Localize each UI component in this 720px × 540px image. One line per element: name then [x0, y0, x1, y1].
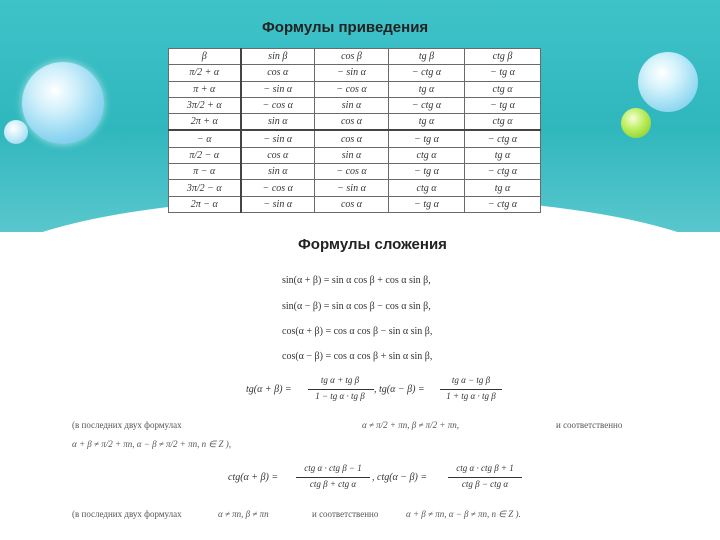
- note-tangent-respectively: и соответственно: [556, 420, 623, 430]
- ctg-sum-denominator: ctg β + ctg α: [309, 479, 357, 489]
- tg-sum-lhs: tg(α + β) =: [246, 384, 292, 395]
- reduction-value-cell: − cos α: [241, 97, 315, 113]
- cos-diff-formula: cos(α − β) = cos α cos β + sin α sin β,: [282, 351, 433, 362]
- reduction-value-cell: − tg α: [389, 130, 465, 147]
- reduction-value-cell: − cos α: [241, 180, 315, 196]
- tg-sum-numerator: tg α + tg β: [320, 375, 360, 385]
- note-cotangent-conditions: α ≠ πn, β ≠ πn: [218, 509, 269, 519]
- reduction-value-cell: sin α: [315, 97, 389, 113]
- reduction-table-row: [169, 130, 541, 147]
- reduction-value-cell: − tg α: [465, 97, 541, 113]
- reduction-value-cell: tg α: [389, 114, 465, 131]
- cos-sum-formula: cos(α + β) = cos α cos β − sin α sin β,: [282, 326, 433, 337]
- reduction-table-row: [169, 65, 541, 81]
- reduction-value-cell: cos β: [315, 49, 389, 65]
- reduction-value-cell: − ctg α: [465, 130, 541, 147]
- ctg-diff-fraction-line: [448, 477, 522, 478]
- tg-diff-denominator: 1 + tg α · tg β: [446, 391, 496, 401]
- reduction-value-cell: tg α: [389, 81, 465, 97]
- ctg-diff-denominator: ctg β − ctg α: [461, 479, 509, 489]
- reduction-table-row: [169, 97, 541, 113]
- reduction-argument-cell: 3π/2 − α: [169, 180, 241, 196]
- note-tangent-conditions-intro: (в последних двух формулах: [72, 420, 182, 430]
- note-tangent-conditions-2: α + β ≠ π/2 + πn, α − β ≠ π/2 + πn, n ∈ Z ),: [72, 439, 231, 449]
- tg-diff-numerator: tg α − tg β: [451, 375, 491, 385]
- reduction-value-cell: − sin α: [315, 65, 389, 81]
- reduction-value-cell: − sin α: [241, 196, 315, 212]
- reduction-value-cell: tg β: [389, 49, 465, 65]
- reduction-value-cell: − cos α: [315, 81, 389, 97]
- reduction-argument-cell: π/2 − α: [169, 147, 241, 163]
- note-cotangent-conditions-intro: (в последних двух формулах: [72, 509, 182, 519]
- sin-diff-formula: sin(α − β) = sin α cos β − cos α sin β,: [282, 301, 431, 312]
- small-bubble-decoration: [4, 120, 28, 144]
- reduction-value-cell: cos α: [241, 147, 315, 163]
- reduction-value-cell: cos α: [241, 65, 315, 81]
- reduction-value-cell: cos α: [315, 130, 389, 147]
- reduction-argument-cell: π − α: [169, 164, 241, 180]
- reduction-table-row: [169, 196, 541, 212]
- reduction-formulas-title: Формулы приведения: [262, 19, 429, 36]
- reduction-value-cell: − sin α: [241, 81, 315, 97]
- reduction-value-cell: − tg α: [389, 164, 465, 180]
- reduction-table-row: [169, 49, 541, 65]
- note-cotangent-respectively: и соответственно: [312, 509, 379, 519]
- reduction-value-cell: tg α: [465, 147, 541, 163]
- reduction-value-cell: cos α: [315, 114, 389, 131]
- reduction-table-row: [169, 81, 541, 97]
- reduction-value-cell: − tg α: [465, 65, 541, 81]
- reduction-value-cell: − ctg α: [389, 65, 465, 81]
- reduction-value-cell: cos α: [315, 196, 389, 212]
- reduction-argument-cell: 3π/2 + α: [169, 97, 241, 113]
- reduction-value-cell: sin β: [241, 49, 315, 65]
- reduction-value-cell: ctg α: [465, 114, 541, 131]
- green-bubble-decoration: [621, 108, 651, 138]
- reduction-argument-cell: 2π + α: [169, 114, 241, 131]
- reduction-table-row: [169, 180, 541, 196]
- reduction-argument-cell: 2π − α: [169, 196, 241, 212]
- ctg-sum-numerator: ctg α · ctg β − 1: [304, 463, 362, 473]
- blue-bubble-decoration: [22, 62, 104, 144]
- reduction-value-cell: ctg α: [465, 81, 541, 97]
- reduction-value-cell: − cos α: [315, 164, 389, 180]
- sin-sum-formula: sin(α + β) = sin α cos β + cos α sin β,: [282, 275, 431, 286]
- reduction-value-cell: − sin α: [241, 130, 315, 147]
- tg-sum-fraction-line: [308, 389, 374, 390]
- addition-formulas-title: Формулы сложения: [298, 236, 447, 253]
- tg-sum-denominator: 1 − tg α · tg β: [315, 391, 365, 401]
- reduction-value-cell: − ctg α: [465, 164, 541, 180]
- tg-diff-fraction-line: [440, 389, 502, 390]
- reduction-argument-cell: π/2 + α: [169, 65, 241, 81]
- reduction-value-cell: ctg α: [389, 147, 465, 163]
- reduction-value-cell: sin α: [241, 164, 315, 180]
- reduction-value-cell: tg α: [465, 180, 541, 196]
- reduction-value-cell: − sin α: [315, 180, 389, 196]
- tg-diff-lhs: , tg(α − β) =: [374, 384, 425, 395]
- ctg-diff-numerator: ctg α · ctg β + 1: [456, 463, 514, 473]
- reduction-value-cell: ctg β: [465, 49, 541, 65]
- reduction-value-cell: − ctg α: [389, 97, 465, 113]
- reduction-argument-cell: π + α: [169, 81, 241, 97]
- reduction-argument-cell: − α: [169, 130, 241, 147]
- reduction-value-cell: − ctg α: [465, 196, 541, 212]
- reduction-value-cell: sin α: [241, 114, 315, 131]
- reduction-argument-cell: β: [169, 49, 241, 65]
- reduction-value-cell: ctg α: [389, 180, 465, 196]
- ctg-sum-fraction-line: [296, 477, 370, 478]
- reduction-formulas-table: [168, 48, 541, 213]
- reduction-value-cell: − tg α: [389, 196, 465, 212]
- ctg-sum-lhs: ctg(α + β) =: [228, 472, 279, 483]
- note-tangent-conditions: α ≠ π/2 + πn, β ≠ π/2 + πn,: [362, 420, 460, 430]
- blue-bubble-decoration-right: [638, 52, 698, 112]
- note-cotangent-conditions-2: α + β ≠ πn, α − β ≠ πn, n ∈ Z ).: [406, 509, 521, 519]
- reduction-table-row: [169, 114, 541, 131]
- reduction-table-row: [169, 164, 541, 180]
- reduction-table-row: [169, 147, 541, 163]
- ctg-diff-lhs: , ctg(α − β) =: [372, 472, 428, 483]
- reduction-value-cell: sin α: [315, 147, 389, 163]
